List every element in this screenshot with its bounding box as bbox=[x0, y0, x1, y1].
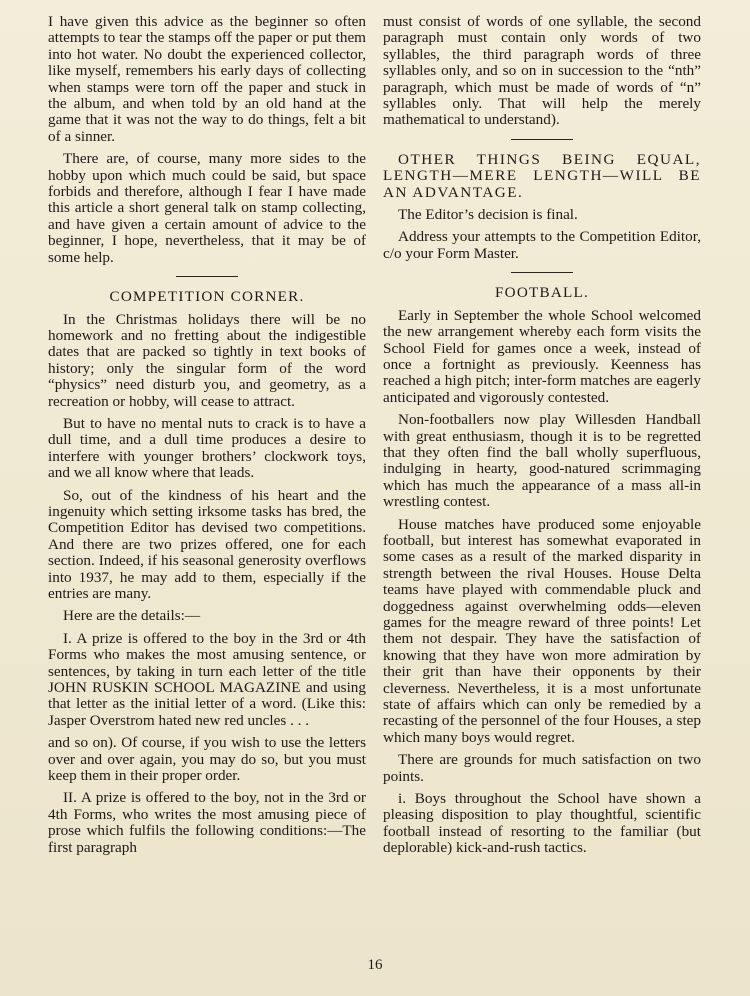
section-divider bbox=[511, 272, 573, 273]
page-number: 16 bbox=[367, 957, 383, 973]
length-notice: OTHER THINGS BEING EQUAL, LENGTH—MERE LENGTH—WILL BE AN ADVANTAGE. bbox=[383, 150, 701, 201]
competition-rule: The Editor’s decision is final. bbox=[398, 206, 578, 224]
left-column bbox=[48, 14, 366, 862]
competition-paragraph: II. A prize is offered to the boy, not in the 3rd or 4th Forms, who writes the most amusing piece of prose which fulfils the following conditions:—The first paragraph bbox=[48, 789, 366, 856]
right-column bbox=[383, 14, 701, 863]
section-divider bbox=[511, 139, 573, 140]
competition-heading: COMPETITION CORNER. bbox=[109, 288, 305, 306]
competition-paragraph: and so on). Of course, if you wish to use the letters over and over again, you may do so, but you must keep them in their proper order. bbox=[48, 734, 366, 785]
football-paragraph: There are grounds for much satisfaction on two points. bbox=[383, 751, 701, 785]
stamps-paragraph: I have given this advice as the beginner so often attempts to tear the stamps off the paper or put them into hot water. No doubt the experienced collector, like myself, remembers his early days of collecting when stamps were torn off the paper and stuck in the album, and when told by an old hand at the game that it was not the way to do things, felt a bit of a sinner. bbox=[48, 13, 366, 145]
football-paragraph: i. Boys throughout the School have shown a pleasing disposition to play thoughtful, scientific football instead of resorting to the familiar (but deplorable) kick-and-rush tactics. bbox=[383, 790, 701, 857]
football-paragraph: House matches have produced some enjoyable football, but interest has somewhat evaporated in some cases as a result of the marked disparity in strength between the rival Houses. House Delta teams have played with commendable pluck and doggedness against overwhelming odds—eleven games for the meagre reward of three points! Let them not despair. They have the satisfaction of knowing that they have won more admiration by their grit than have their opponents by their cleverness. Nevertheless, it is a most unfortunate state of affairs which can only be remedied by a recasting of the personnel of the four Houses, a step which many boys would regret. bbox=[383, 515, 701, 746]
competition-paragraph: But to have no mental nuts to crack is to have a dull time, and a dull time produces a desire to interfere with younger brothers’ clockwork toys, and we all know where that leads. bbox=[48, 414, 366, 482]
stamps-paragraph: There are, of course, many more sides to the hobby upon which much could be said, but space forbids and therefore, although I fear I have made this article a short general talk on stamp collecting, and have given a certain amount of advice to the beginner, I hope, nevertheless, that it may be of some help. bbox=[48, 150, 366, 266]
football-paragraph: Non-footballers now play Willesden Handball with great enthusiasm, though it is to be regretted that they often find the ball wholly superfluous, indulging in hearty, good-natured scrimmaging which has much the appearance of a mass all-in wrestling contest. bbox=[383, 411, 701, 511]
football-paragraph: Early in September the whole School welcomed the new arrangement whereby each form visits the School Field for games once a week, instead of once a fortnight as previously. Keenness has reached a high pitch; inter-form matches are eagerly anticipated and vigorously contested. bbox=[383, 306, 701, 406]
section-divider bbox=[176, 276, 238, 277]
competition-rule: Address your attempts to the Competition Editor, c/o your Form Master. bbox=[383, 228, 701, 262]
competition-paragraph: In the Christmas holidays there will be no homework and no fretting about the indigestible dates that are packed so tightly in text books of history; only the singular form of the word “physics” need disturb you, and geometry, as a recreation or hobby, will cease to attract. bbox=[48, 310, 366, 410]
competition-paragraph: Here are the details:— bbox=[63, 607, 201, 625]
competition-continuation: must consist of words of one syllable, the second paragraph must contain only words of two syllables, the third paragraph words of three syllables only, and so on in succession to the “nth” paragraph, which must be made of words of “n” syllables only. That will help the merely mathematical to understand). bbox=[383, 13, 701, 129]
competition-paragraph: I. A prize is offered to the boy in the 3rd or 4th Forms who makes the most amusing sentence, or sentences, by taking in turn each letter of the title JOHN RUSKIN SCHOOL MAGAZINE and using that letter as the initial letter of a word. (Like this: Jasper Overstrom hated new red uncles . . . bbox=[48, 629, 366, 729]
competition-paragraph: So, out of the kindness of his heart and the ingenuity which setting irksome tasks has bred, the Competition Editor has devised two competitions. And there are two prizes offered, one for each section. Indeed, if his seasonal generosity overflows into 1937, he may add to them, especially if the entries are many. bbox=[48, 486, 366, 602]
football-heading: FOOTBALL. bbox=[495, 284, 589, 302]
